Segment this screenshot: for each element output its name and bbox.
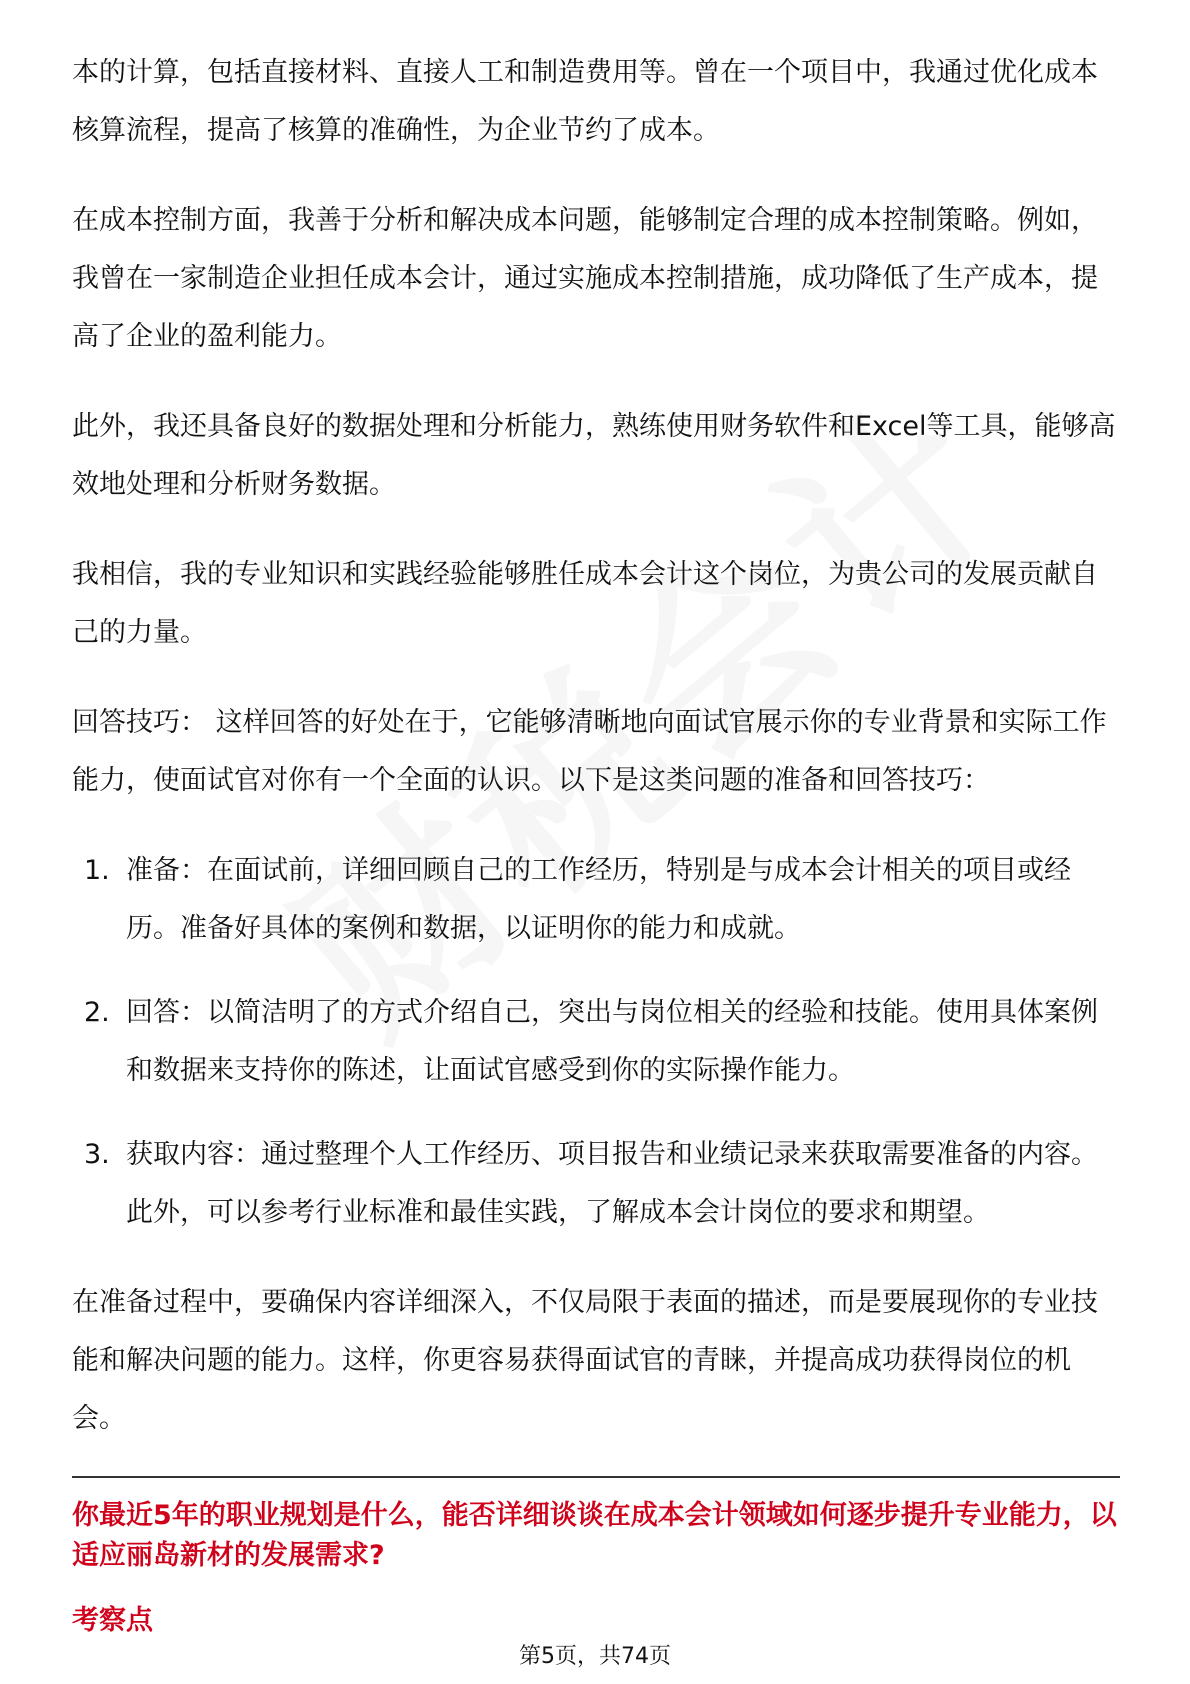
paragraph-closing: 在准备过程中，要确保内容详细深入，不仅局限于表面的描述，而是要展现你的专业技能和解决问题的能力。这样，你更容易获得面试官的青睐，并提高成功获得岗位的机会。 [72,1287,1098,1434]
section-label-assessment: 考察点 [72,1605,153,1636]
list-item-number: 3. [84,1139,110,1170]
list-item-text: 获取内容：通过整理个人工作经历、项目报告和业绩记录来获取需要准备的内容。此外，可以参考行业标准和最佳实践，了解成本会计岗位的要求和期望。 [126,1139,1098,1228]
list-item-number: 2. [84,997,110,1028]
tips-list [72,842,1120,1242]
paragraph-answer-tips: 回答技巧： 这样回答的好处在于，它能够清晰地向面试官展示你的专业背景和实际工作能力，使面试官对你有一个全面的认识。以下是这类问题的准备和回答技巧： [72,707,1107,796]
list-item [72,842,1120,958]
list-item-text: 回答：以简洁明了的方式介绍自己，突出与岗位相关的经验和技能。使用具体案例和数据来支持你的陈述，让面试官感受到你的实际操作能力。 [126,997,1098,1086]
paragraph-cost-calculation: 本的计算，包括直接材料、直接人工和制造费用等。曾在一个项目中，我通过优化成本核算流程，提高了核算的准确性，为企业节约了成本。 [72,57,1098,146]
section-divider [72,1476,1120,1478]
body-content [72,44,1120,1480]
list-item [72,1126,1120,1242]
paragraph-data-skills: 此外，我还具备良好的数据处理和分析能力，熟练使用财务软件和Excel等工具，能够高效地处理和分析财务数据。 [72,411,1116,500]
list-item-number: 1. [84,855,110,886]
paragraph-conclusion: 我相信，我的专业知识和实践经验能够胜任成本会计这个岗位，为贵公司的发展贡献自己的力量。 [72,559,1098,648]
list-item-text: 准备：在面试前，详细回顾自己的工作经历，特别是与成本会计相关的项目或经历。准备好具体的案例和数据，以证明你的能力和成就。 [126,855,1071,944]
page-number: 第5页，共74页 [519,1644,671,1669]
paragraph-cost-control: 在成本控制方面，我善于分析和解决成本问题，能够制定合理的成本控制策略。例如，我曾在一家制造企业担任成本会计，通过实施成本控制措施，成功降低了生产成本，提高了企业的盈利能力。 [72,205,1098,352]
interview-question: 你最近5年的职业规划是什么，能否详细谈谈在成本会计领域如何逐步提升专业能力，以适应丽岛新材的发展需求? [72,1500,1117,1571]
list-item [72,984,1120,1100]
